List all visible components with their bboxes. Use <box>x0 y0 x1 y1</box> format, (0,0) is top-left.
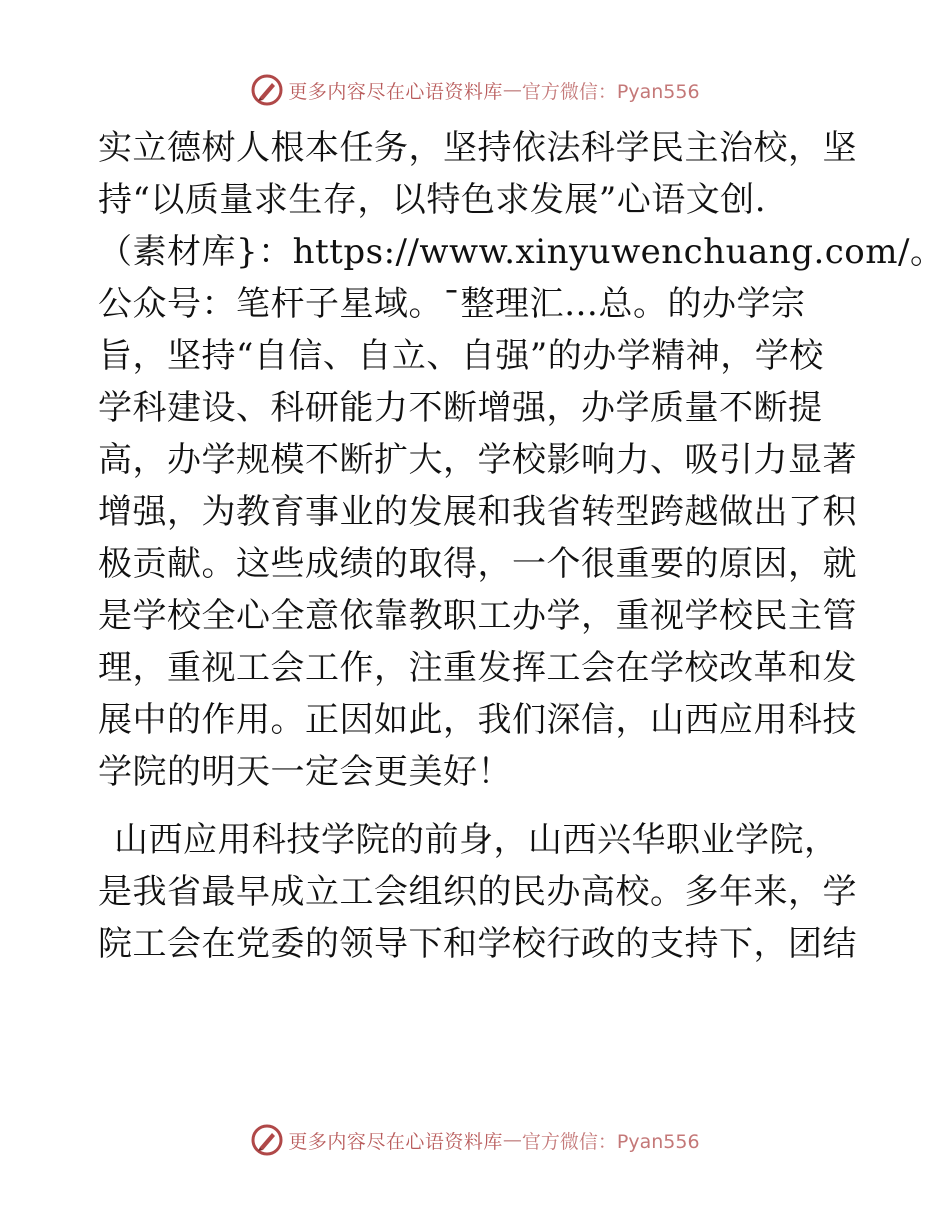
banner-wechat: 官方微信：Pyan556 <box>521 80 700 103</box>
text-line: 院工会在党委的领导下和学校行政的支持下，团结 <box>98 924 857 964</box>
document-body <box>98 122 945 970</box>
text-line: 持“以质量求生存，以特色求发展”心语文创. <box>98 180 767 220</box>
text-line: 学科建设、科研能力不断增强，办学质量不断提 <box>98 388 823 428</box>
paragraph-gap <box>98 798 858 814</box>
text-line: 实立德树人根本任务，坚持依法科学民主治校，坚 <box>98 128 857 168</box>
pen-seal-logo-icon <box>250 73 284 107</box>
text-line: 是学校全心全意依靠教职工办学，重视学校民主管 <box>98 596 857 636</box>
text-line: 山西应用科技学院的前身，山西兴华职业学院， <box>114 820 839 860</box>
header-banner <box>0 70 950 110</box>
text-line: 极贡献。这些成绩的取得，一个很重要的原因，就 <box>98 544 857 584</box>
text-line: 学院的明天一定会更美好！ <box>98 752 512 792</box>
banner-separator: — <box>502 1129 522 1151</box>
paragraph-1 <box>98 122 945 798</box>
text-line: 旨，坚持“自信、自立、自强”的办学精神，学校 <box>98 336 824 376</box>
paragraph-2 <box>98 814 858 970</box>
banner-wechat: 官方微信：Pyan556 <box>521 1130 700 1153</box>
text-line: 公众号：笔杆子星域。¯整理汇…总。的办学宗 <box>98 284 806 324</box>
text-line: （素材库}：https://www.xinyuwenchuang.com/。 <box>98 232 945 272</box>
pen-seal-logo-icon <box>250 1123 284 1157</box>
text-line: 理，重视工会工作，注重发挥工会在学校改革和发 <box>98 648 857 688</box>
text-line: 增强，为教育事业的发展和我省转型跨越做出了积 <box>98 492 857 532</box>
banner-separator: — <box>502 79 522 101</box>
text-line: 展中的作用。正因如此，我们深信，山西应用科技 <box>98 700 857 740</box>
footer-banner <box>0 1120 950 1160</box>
text-line: 是我省最早成立工会组织的民办高校。多年来，学 <box>98 872 857 912</box>
text-line: 高，办学规模不断扩大，学校影响力、吸引力显著 <box>98 440 857 480</box>
banner-text: 更多内容尽在心语资料库 <box>288 80 503 103</box>
banner-text: 更多内容尽在心语资料库 <box>288 1130 503 1153</box>
